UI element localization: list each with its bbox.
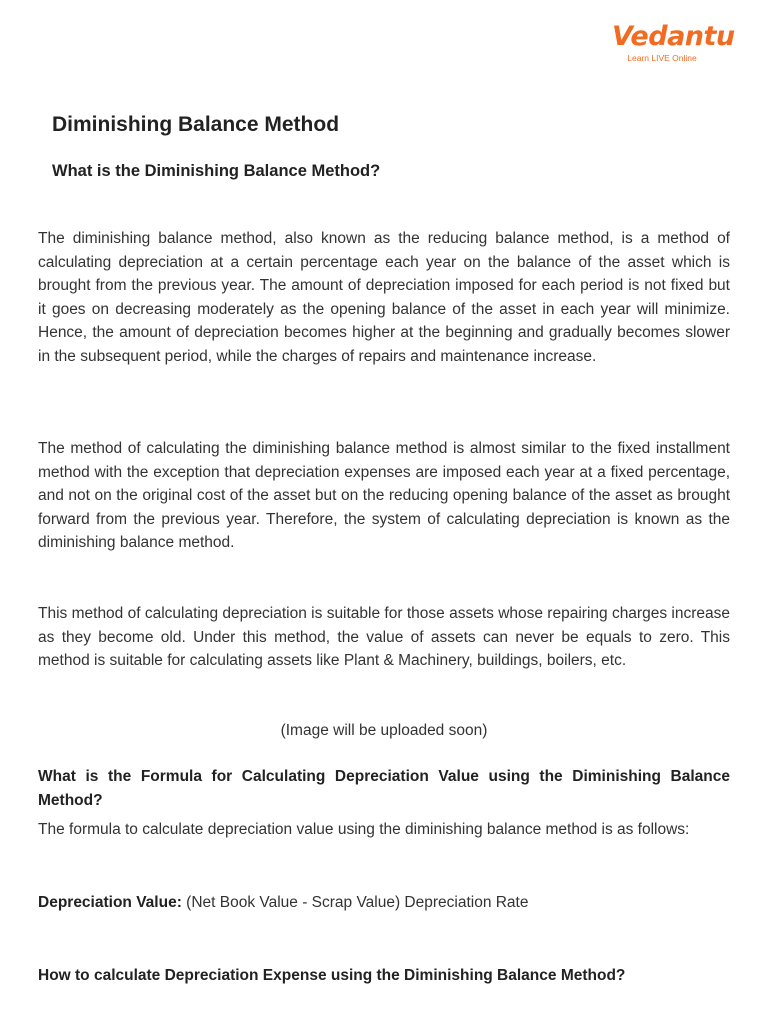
page-title: Diminishing Balance Method: [52, 113, 340, 136]
paragraph-definition: The diminishing balance method, also known as the reducing balance method, is a method of calculating depreciation at a certain percentage each year on the balance of the asset which is brought from the previous year. The amount of depreciation imposed for each period is not fixed but it goes on decreasing moderately as the opening balance of the asset in each year will minimize. Hence, the amount of depreciation becomes higher at the beginning and gradually becomes slower in the subsequent period, while the charges of repairs and maintenance increase.: [38, 230, 730, 365]
paragraph-suitability: This method of calculating depreciation is suitable for those assets whose repairing charges increase as they become old. Under this method, the value of assets can never be equals to zero. This method is suitable for calculating assets like Plant & Machinery, buildings, boilers, etc.: [38, 605, 730, 669]
formula-line: [38, 891, 730, 914]
image-placeholder-caption: (Image will be uploaded soon): [280, 722, 488, 739]
section-heading-formula: What is the Formula for Calculating Depreciation Value using the Diminishing Balance Method?: [38, 768, 730, 809]
logo-tagline: Learn LIVE Online: [627, 53, 697, 63]
section-heading-what-is: What is the Diminishing Balance Method?: [52, 162, 381, 180]
paragraph-comparison: The method of calculating the diminishing balance method is almost similar to the fixed installment method with the exception that depreciation expenses are imposed each year at a fixed percentage, and not on the original cost of the asset but on the reducing opening balance of the asset as brought forward from the previous year. Therefore, the system of calculating depreciation is known as the diminishing balance method.: [38, 440, 730, 551]
formula-label: Depreciation Value:: [38, 894, 182, 911]
formula-text: (Net Book Value - Scrap Value) Depreciation Rate: [181, 894, 529, 911]
logo-wordmark: Vedantu: [612, 21, 735, 52]
section-heading-expense: How to calculate Depreciation Expense using the Diminishing Balance Method?: [38, 967, 626, 984]
vedantu-logo: [612, 21, 735, 64]
formula-intro: The formula to calculate depreciation value using the diminishing balance method is as follows:: [38, 821, 690, 838]
